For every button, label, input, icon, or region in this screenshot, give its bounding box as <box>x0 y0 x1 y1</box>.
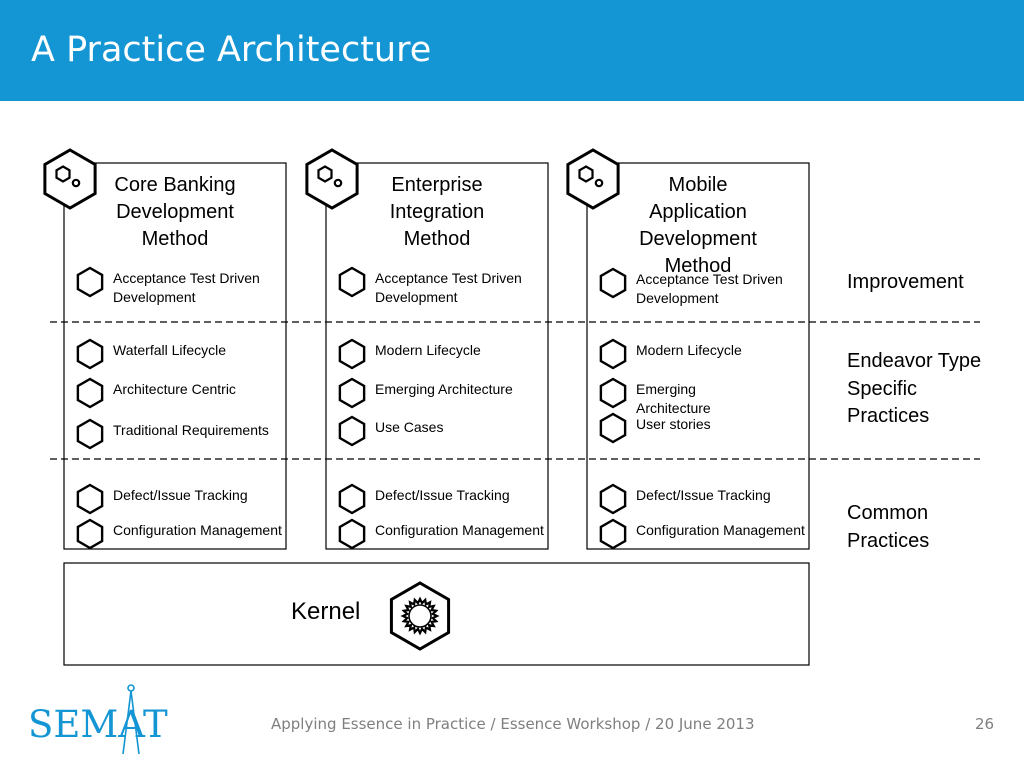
row-label-endeavor-type: Endeavor Type Specific Practices <box>847 350 982 427</box>
method-title-line: Application <box>649 201 747 223</box>
practice-label: Emerging Architecture <box>375 381 513 397</box>
practice-label: Acceptance Test Driven <box>375 270 522 286</box>
semat-logo <box>28 684 178 756</box>
practice-icon <box>601 485 625 513</box>
practice-label: Development <box>636 290 719 306</box>
method-title-line: Method <box>403 228 471 250</box>
method-title-line: Integration <box>389 201 485 223</box>
practice-icon <box>601 379 625 407</box>
practice-label: Defect/Issue Tracking <box>375 487 510 503</box>
row-label-improvement: Improvement <box>847 271 964 293</box>
kernel-label: Kernel <box>291 598 361 625</box>
method-title-line: Enterprise <box>391 174 483 196</box>
method-title-line: Mobile <box>668 174 728 196</box>
page-number: 26 <box>975 715 995 733</box>
slide-title: A Practice Architecture <box>31 30 432 70</box>
practice-label: Configuration Management <box>113 522 282 538</box>
practice-label: Development <box>375 289 458 305</box>
practice-label: Architecture Centric <box>113 381 236 397</box>
practice-label: Development <box>113 289 196 305</box>
practice-icon <box>78 268 102 296</box>
method-icon <box>45 150 95 208</box>
method-title-line: Method <box>141 228 209 250</box>
practice-icon <box>601 520 625 548</box>
method-title-line: Development <box>639 228 757 250</box>
method-column <box>45 150 286 549</box>
practice-icon <box>78 340 102 368</box>
practice-label: Use Cases <box>375 419 444 435</box>
method-column <box>307 150 548 549</box>
practice-label: Acceptance Test Driven <box>113 270 260 286</box>
practice-icon <box>78 420 102 448</box>
practice-label: Waterfall Lifecycle <box>113 342 227 358</box>
practice-label: Defect/Issue Tracking <box>636 487 771 503</box>
practice-icon <box>340 379 364 407</box>
method-icon <box>568 150 618 208</box>
practice-label: Modern Lifecycle <box>636 342 742 358</box>
practice-icon <box>340 520 364 548</box>
practice-label: Acceptance Test Driven <box>636 271 783 287</box>
practice-label: User stories <box>636 416 711 432</box>
method-title-line: Method <box>664 255 732 277</box>
practice-label: Configuration Management <box>375 522 544 538</box>
method-title-line: Core Banking <box>114 174 236 196</box>
practice-icon <box>78 379 102 407</box>
row-label-common: Common Practices <box>847 502 930 552</box>
practice-label: Defect/Issue Tracking <box>113 487 248 503</box>
practice-icon <box>601 340 625 368</box>
practice-label: Traditional Requirements <box>113 422 269 438</box>
practice-label: Modern Lifecycle <box>375 342 481 358</box>
practice-icon <box>601 414 625 442</box>
practice-icon <box>340 268 364 296</box>
svg-text:SEMAT: SEMAT <box>28 703 168 746</box>
practice-label: Emerging <box>636 381 696 397</box>
practice-label: Configuration Management <box>636 522 805 538</box>
footer-text: Applying Essence in Practice / Essence Workshop / 20 June 2013 <box>271 715 755 733</box>
kernel-icon <box>391 583 448 649</box>
practice-icon <box>340 485 364 513</box>
practice-icon <box>78 520 102 548</box>
practice-icon <box>340 340 364 368</box>
practice-icon <box>601 269 625 297</box>
method-title-line: Development <box>116 201 234 223</box>
practice-icon <box>340 417 364 445</box>
practice-label: Architecture <box>636 400 711 416</box>
method-column <box>568 150 809 549</box>
practice-icon <box>78 485 102 513</box>
method-icon <box>307 150 357 208</box>
